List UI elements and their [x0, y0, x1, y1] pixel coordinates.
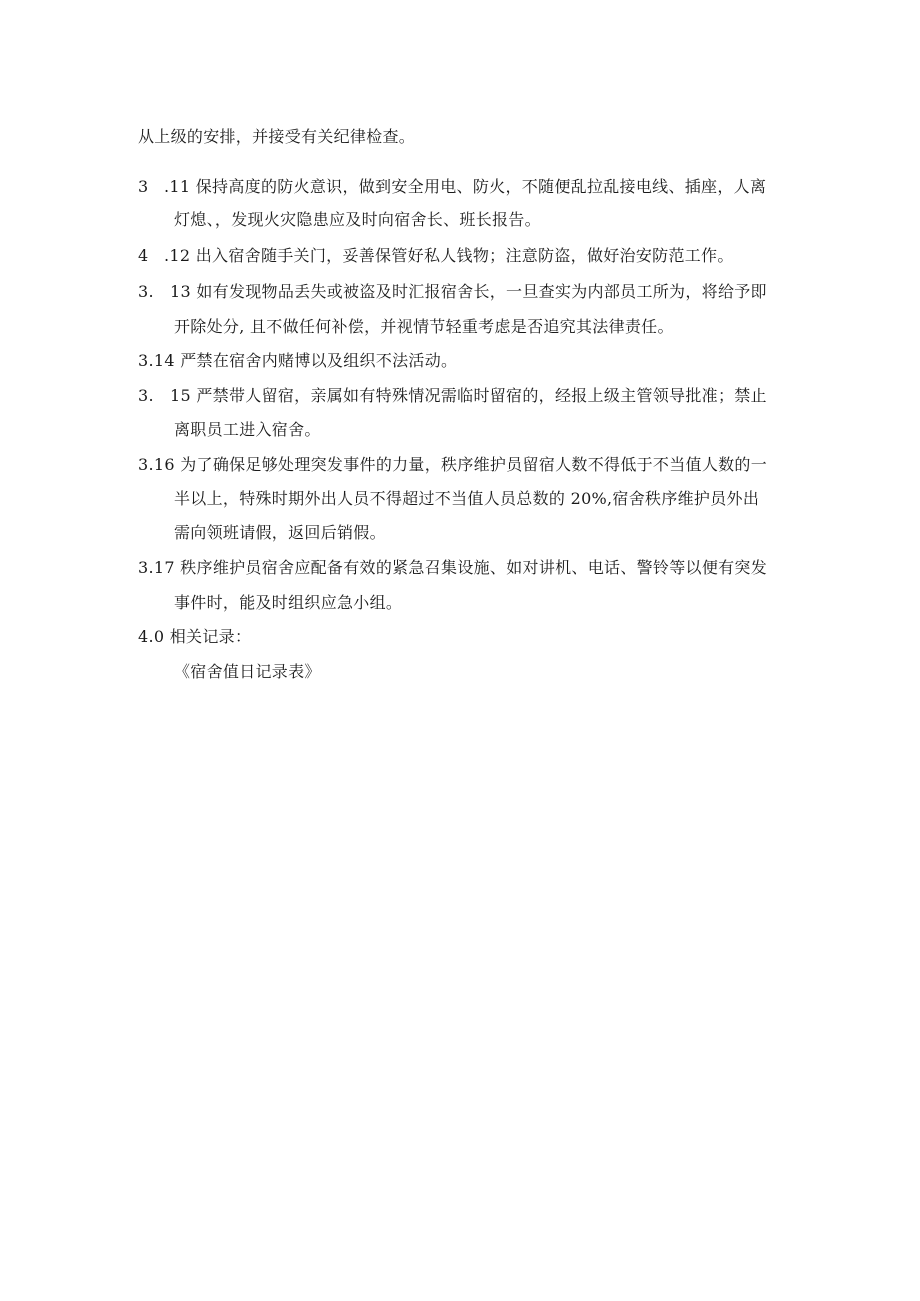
section-4-0-heading — [138, 626, 251, 648]
clause-number-major: 3. — [138, 282, 154, 301]
clause-text: 灯熄、，发现火灾隐患应及时向宿舍长、班长报告。 — [174, 210, 541, 229]
clause-number: 3.14 — [138, 351, 175, 370]
clause-number: 3.17 — [138, 558, 175, 577]
clause-3-13-continued — [174, 316, 674, 338]
clause-text: 需向领班请假，返回后销假。 — [174, 523, 386, 542]
clause-3-16-continued — [174, 488, 759, 510]
clause-3-16-continued — [174, 522, 386, 544]
clause-3-17 — [138, 557, 767, 579]
clause-3-14 — [138, 350, 457, 372]
clause-text: 秩序维护员宿舍应配备有效的紧急召集设施、如对讲机、电话、警铃等以便有突发 — [180, 558, 768, 577]
section-number: 4.0 — [138, 627, 165, 646]
clause-3-12 — [138, 245, 734, 267]
clause-text: 离职员工进入宿舍。 — [174, 420, 321, 439]
continuation-text: 从上级的安排，并接受有关纪律检查。 — [138, 127, 416, 146]
clause-text: 如有发现物品丢失或被盗及时汇报宿舍长，一旦查实为内部员工所为，将给予即 — [196, 282, 767, 301]
clause-3-15 — [138, 385, 767, 407]
continuation-line — [138, 126, 415, 148]
clause-text: 严禁在宿舍内赌博以及组织不法活动。 — [180, 351, 458, 370]
clause-3-16 — [138, 454, 767, 476]
clause-text: 严禁带人留宿，亲属如有特殊情况需临时留宿的，经报上级主管领导批准；禁止 — [196, 386, 767, 405]
clause-text: 保持高度的防火意识，做到安全用电、防火，不随便乱拉乱接电线、插座，人离 — [195, 177, 767, 196]
clause-number-minor: .12 — [164, 246, 191, 265]
section-title: 相关记录： — [169, 627, 252, 646]
clause-number: 3.16 — [138, 455, 175, 474]
clause-3-11 — [138, 176, 766, 198]
clause-text: 开除处分, 且不做任何补偿，并视情节轻重考虑是否追究其法律责任。 — [174, 317, 674, 336]
clause-number-minor: .11 — [164, 177, 191, 196]
clause-number-minor: 15 — [170, 386, 191, 405]
clause-3-11-continued — [174, 209, 541, 231]
clause-3-15-continued — [174, 419, 321, 441]
clause-number-major: 3. — [138, 386, 154, 405]
clause-number-major: 4 — [138, 246, 149, 265]
clause-text: 半以上，特殊时期外出人员不得超过不当值人员总数的 20%,宿舍秩序维护员外出 — [174, 489, 760, 508]
record-form-text: 《宿舍值日记录表》 — [174, 662, 321, 681]
clause-text: 事件时，能及时组织应急小组。 — [174, 593, 403, 612]
clause-number-minor: 13 — [170, 282, 191, 301]
clause-number-major: 3 — [138, 177, 149, 196]
clause-3-13 — [138, 281, 767, 303]
clause-text: 为了确保足够处理突发事件的力量，秩序维护员留宿人数不得低于不当值人数的一 — [180, 455, 768, 474]
clause-text: 出入宿舍随手关门，妥善保管好私人钱物；注意防盗，做好治安防范工作。 — [195, 246, 734, 265]
record-form-name — [174, 661, 321, 683]
clause-3-17-continued — [174, 592, 402, 614]
